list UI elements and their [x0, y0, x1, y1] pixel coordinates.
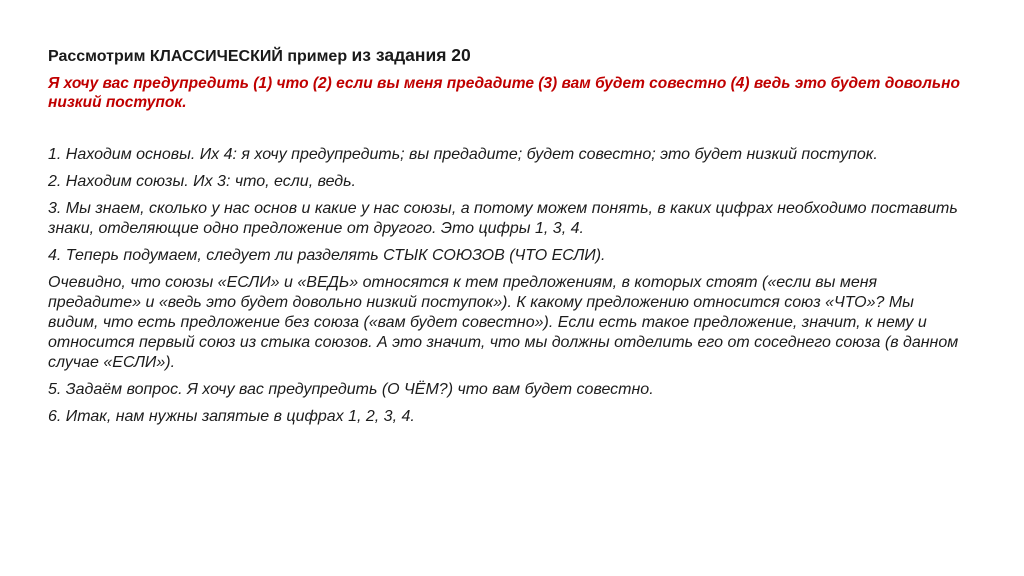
step-1: 1. Находим основы. Их 4: я хочу предупредить; вы предадите; будет совестно; это будет низкий поступок. [48, 146, 878, 163]
step-6: 6. Итак, нам нужны запятые в цифрах 1, 2, 3, 4. [48, 408, 415, 425]
slide-title [48, 44, 964, 68]
title-task: из задания 20 [351, 45, 471, 65]
example-sentence: Я хочу вас предупредить (1) что (2) если вы меня предадите (3) вам будет совестно (4) ведь это будет довольно низкий поступок. [48, 75, 960, 111]
step-3: 3. Мы знаем, сколько у нас основ и какие у нас союзы, а потому можем понять, в каких цифрах необходимо поставить знаки, отделяющие одно предложение от другого. Это цифры 1, 3, 4. [48, 200, 958, 237]
step-4-explanation: Очевидно, что союзы «ЕСЛИ» и «ВЕДЬ» относятся к тем предложениям, в которых стоят («если вы меня предадите» и «ведь это будет довольно низкий поступок»). К какому предложению относится союз «ЧТО»? Мы видим, что есть предложение без союза («вам будет совестно»). Если есть такое предложение, значит, к нему и относится первый союз из стыка союзов. А это значит, что мы должны отделить его от соседнего союза (в данном случае «ЕСЛИ»). [48, 274, 959, 371]
title-main: Рассмотрим КЛАССИЧЕСКИЙ пример [48, 48, 352, 65]
step-4: 4. Теперь подумаем, следует ли разделять СТЫК СОЮЗОВ (ЧТО ЕСЛИ). [48, 247, 606, 264]
step-2: 2. Находим союзы. Их 3: что, если, ведь. [48, 173, 356, 190]
step-5: 5. Задаём вопрос. Я хочу вас предупредить (О ЧЁМ?) что вам будет совестно. [48, 381, 654, 398]
